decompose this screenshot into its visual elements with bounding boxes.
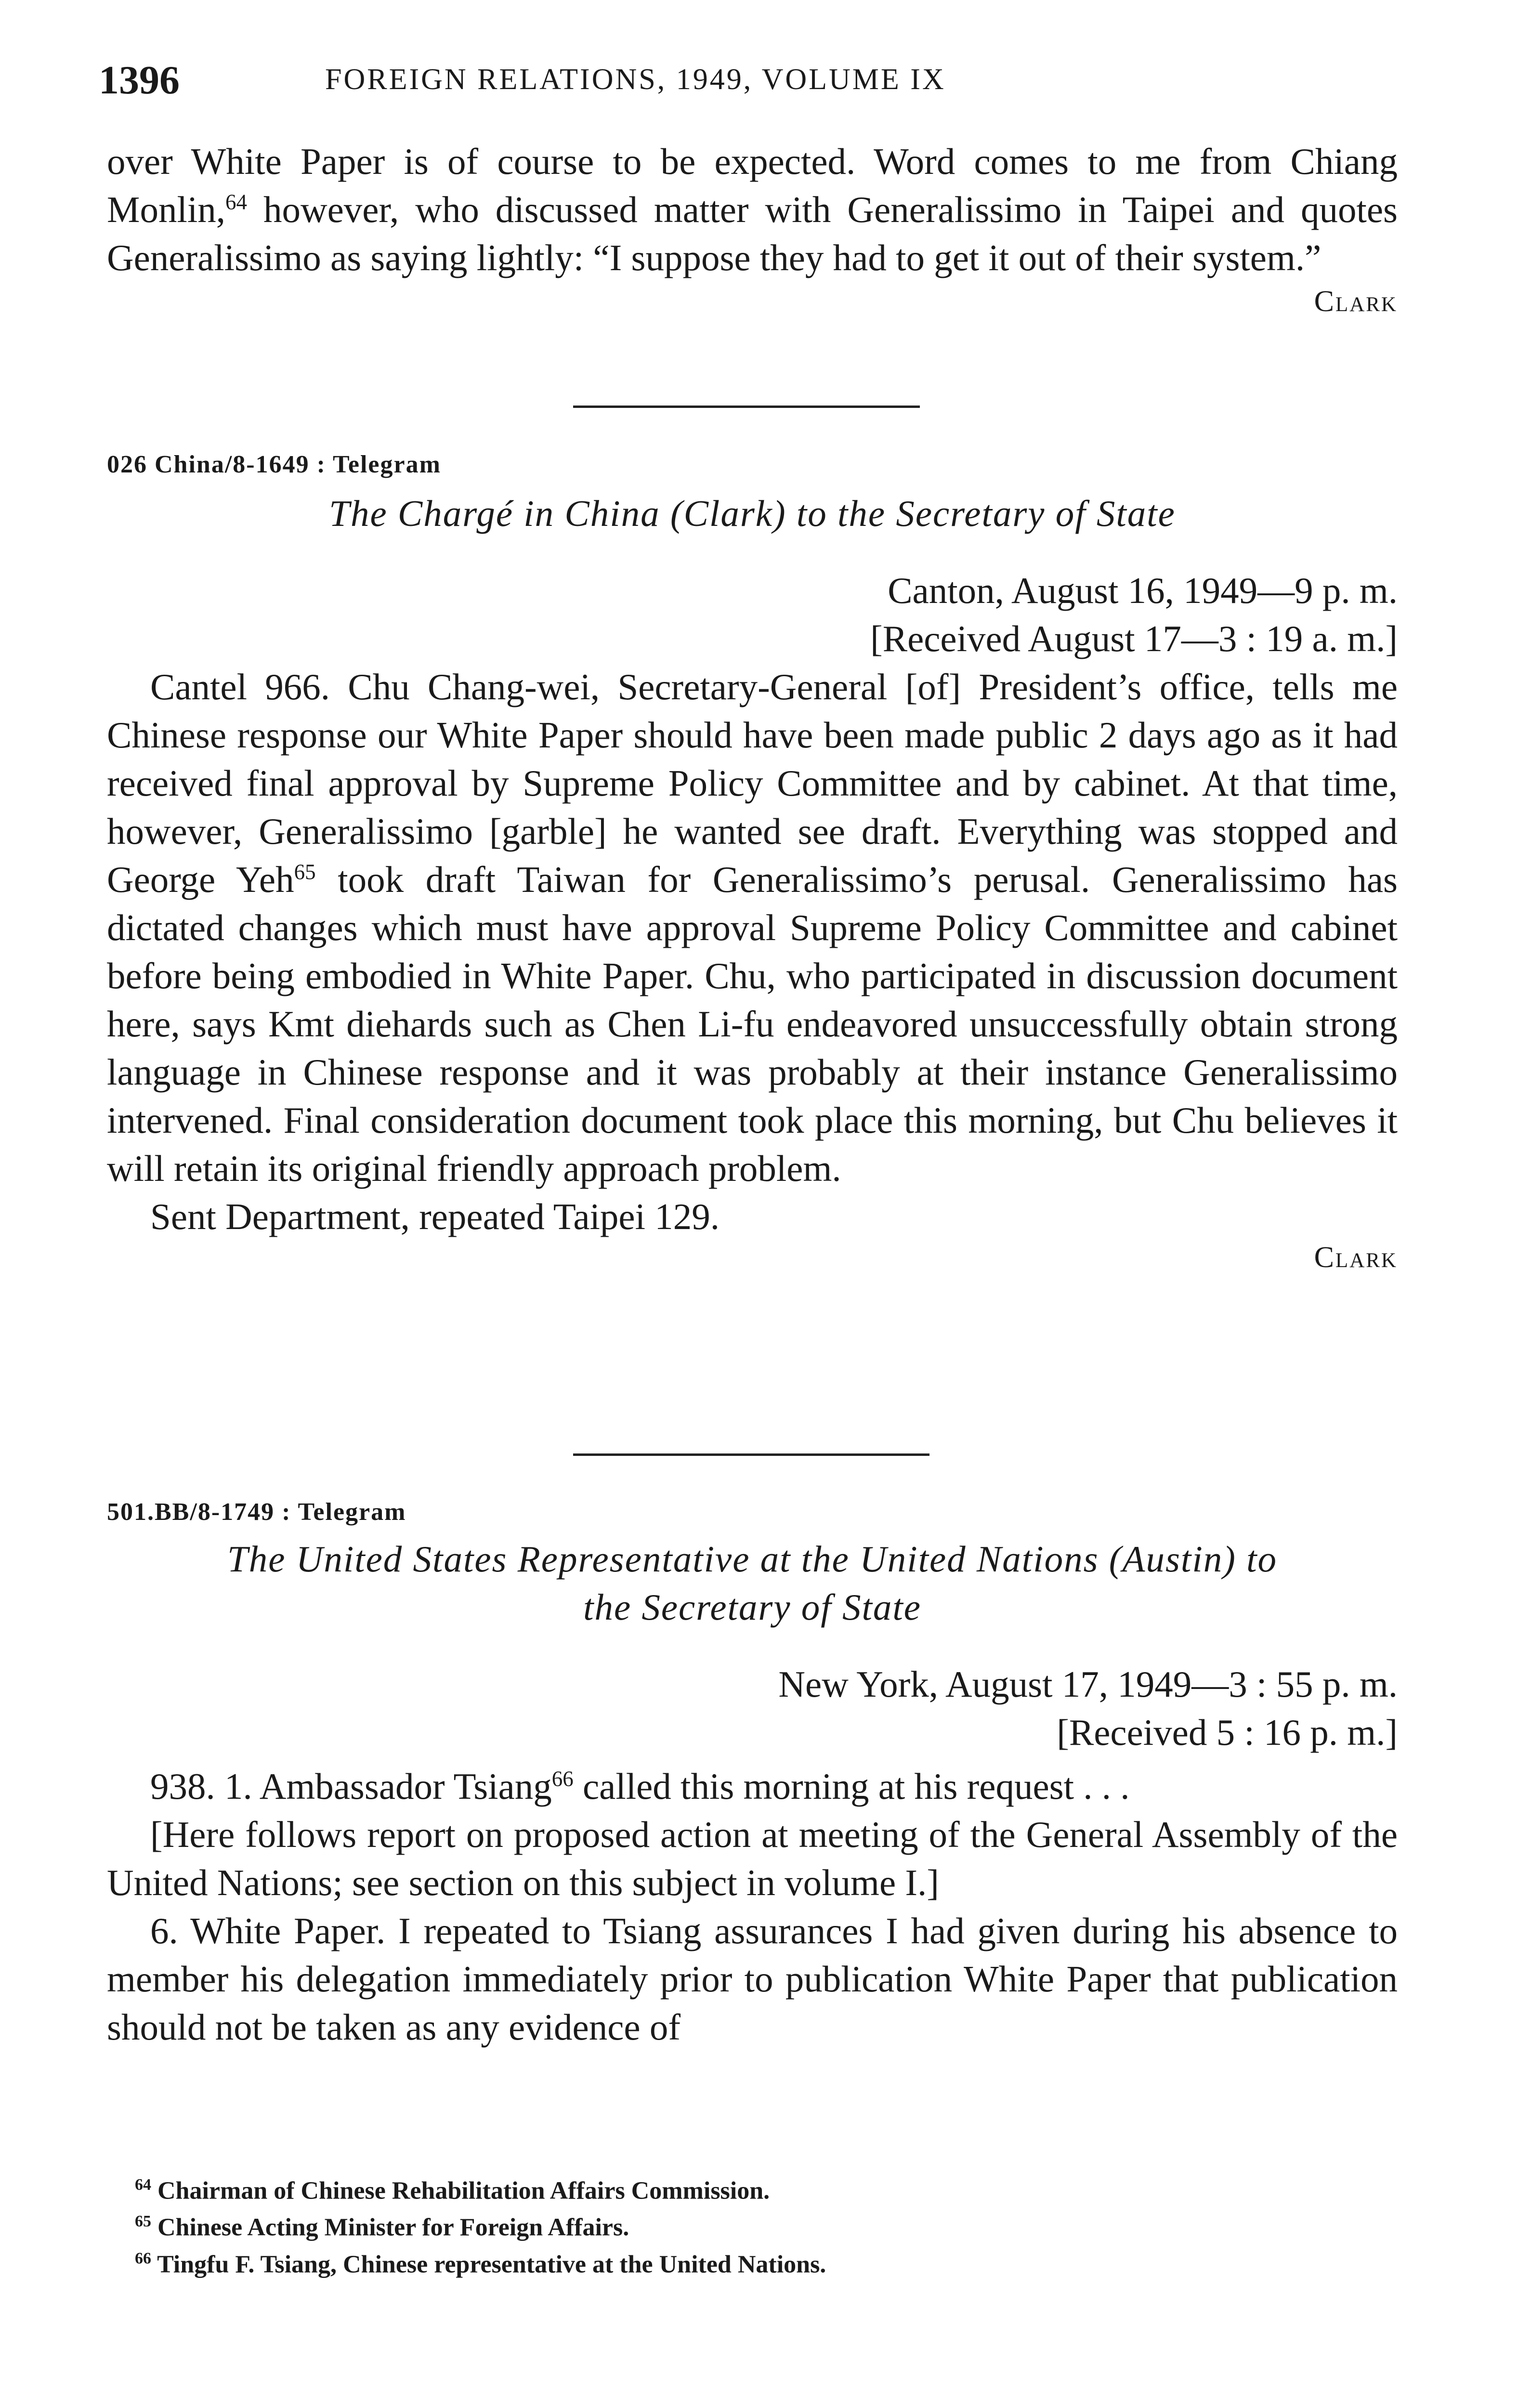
sent-line: Sent Department, repeated Taipei 129.: [150, 1196, 720, 1237]
dateline-place-date: New York, August 17, 1949—3 : 55 p. m.: [778, 1663, 1398, 1705]
footnote-ref-65: 65: [294, 860, 316, 884]
footnote-66: $^{66}$ Tingfu F. Tsiang, Chinese representative at the United Nations.: [135, 2249, 826, 2278]
footnote-64: $^{64}$ Chairman of Chinese Rehabilitation Affairs Commission.: [135, 2176, 770, 2205]
footnotes: [135, 2170, 1387, 2280]
file-reference: 501.BB/8-1749 : Telegram: [107, 1498, 406, 1526]
footnote-ref-64: 64: [225, 190, 248, 214]
continuation-paragraph: over White Paper is of course to be expected. Word comes to me from Chiang Monlin,$^{64}$ however, who discussed matter with Generalissimo in Taipei and quotes Generalissimo as saying lightly: “I suppose they had to get it out of their system.”: [107, 141, 1398, 278]
running-head: FOREIGN RELATIONS, 1949, VOLUME IX: [325, 63, 946, 96]
section-divider-2: [573, 1453, 929, 1456]
telegram-026-china: [107, 450, 1398, 1275]
telegram-body: Cantel 966. Chu Chang-wei, Secretary-General [of] President’s office, tells me Chinese response our White Paper should have been made public 2 days ago as it had received final approval by Supreme Policy Committee and by cabinet. At that time, however, Generalissimo [garble] he wanted see draft. Everything was stopped and George Yeh$^{65}$ took draft Taiwan for Generalissimo’s perusal. Generalissimo has dictated changes which must have approval Supreme Policy Committee and cabinet before being embodied in White Paper. Chu, who participated in discussion document here, says Kmt diehards such as Chen Li-fu endeavored unsuccessfully obtain strong language in Chinese response and it was probably at their instance Generalissimo intervened. Final consideration document took place this morning, but Chu believes it will retain its original friendly approach problem.: [107, 666, 1398, 1189]
page-header: [99, 57, 1399, 110]
telegram-501-bb: [107, 1498, 1398, 2051]
page-number: 1396: [99, 58, 180, 103]
section-divider-1: [573, 406, 920, 408]
footnote-ref-66: 66: [551, 1767, 574, 1791]
editorial-note: [Here follows report on proposed action at meeting of the General Assembly of the United Nations; see section on this subject in volume I.]: [107, 1814, 1398, 1903]
document-title-line-2: the Secretary of State: [583, 1586, 921, 1628]
document-title-line-1: The United States Representative at the United Nations (Austin) to: [227, 1538, 1278, 1580]
file-reference: 026 China/8-1649 : Telegram: [107, 451, 441, 478]
footnote-65: $^{65}$ Chinese Acting Minister for Foreign Affairs.: [135, 2212, 629, 2241]
dateline-received: [Received 5 : 16 p. m.]: [1057, 1712, 1398, 1753]
dateline-received: [Received August 17—3 : 19 a. m.]: [870, 618, 1398, 659]
paragraph-938: 938. 1. Ambassador Tsiang$^{66}$ called this morning at his request . . .: [150, 1766, 1130, 1807]
signature-clark-1: Clark: [1314, 285, 1398, 318]
document-title: The Chargé in China (Clark) to the Secretary of State: [329, 493, 1176, 534]
paragraph-white-paper: 6. White Paper. I repeated to Tsiang assurances I had given during his absence to member his delegation immediately prior to publication White Paper that publication should not be taken as any evidence of: [107, 1910, 1398, 2048]
dateline-place-date: Canton, August 16, 1949—9 p. m.: [888, 570, 1398, 611]
signature-clark-2: Clark: [1314, 1241, 1398, 1274]
continuation-section: [107, 137, 1398, 319]
